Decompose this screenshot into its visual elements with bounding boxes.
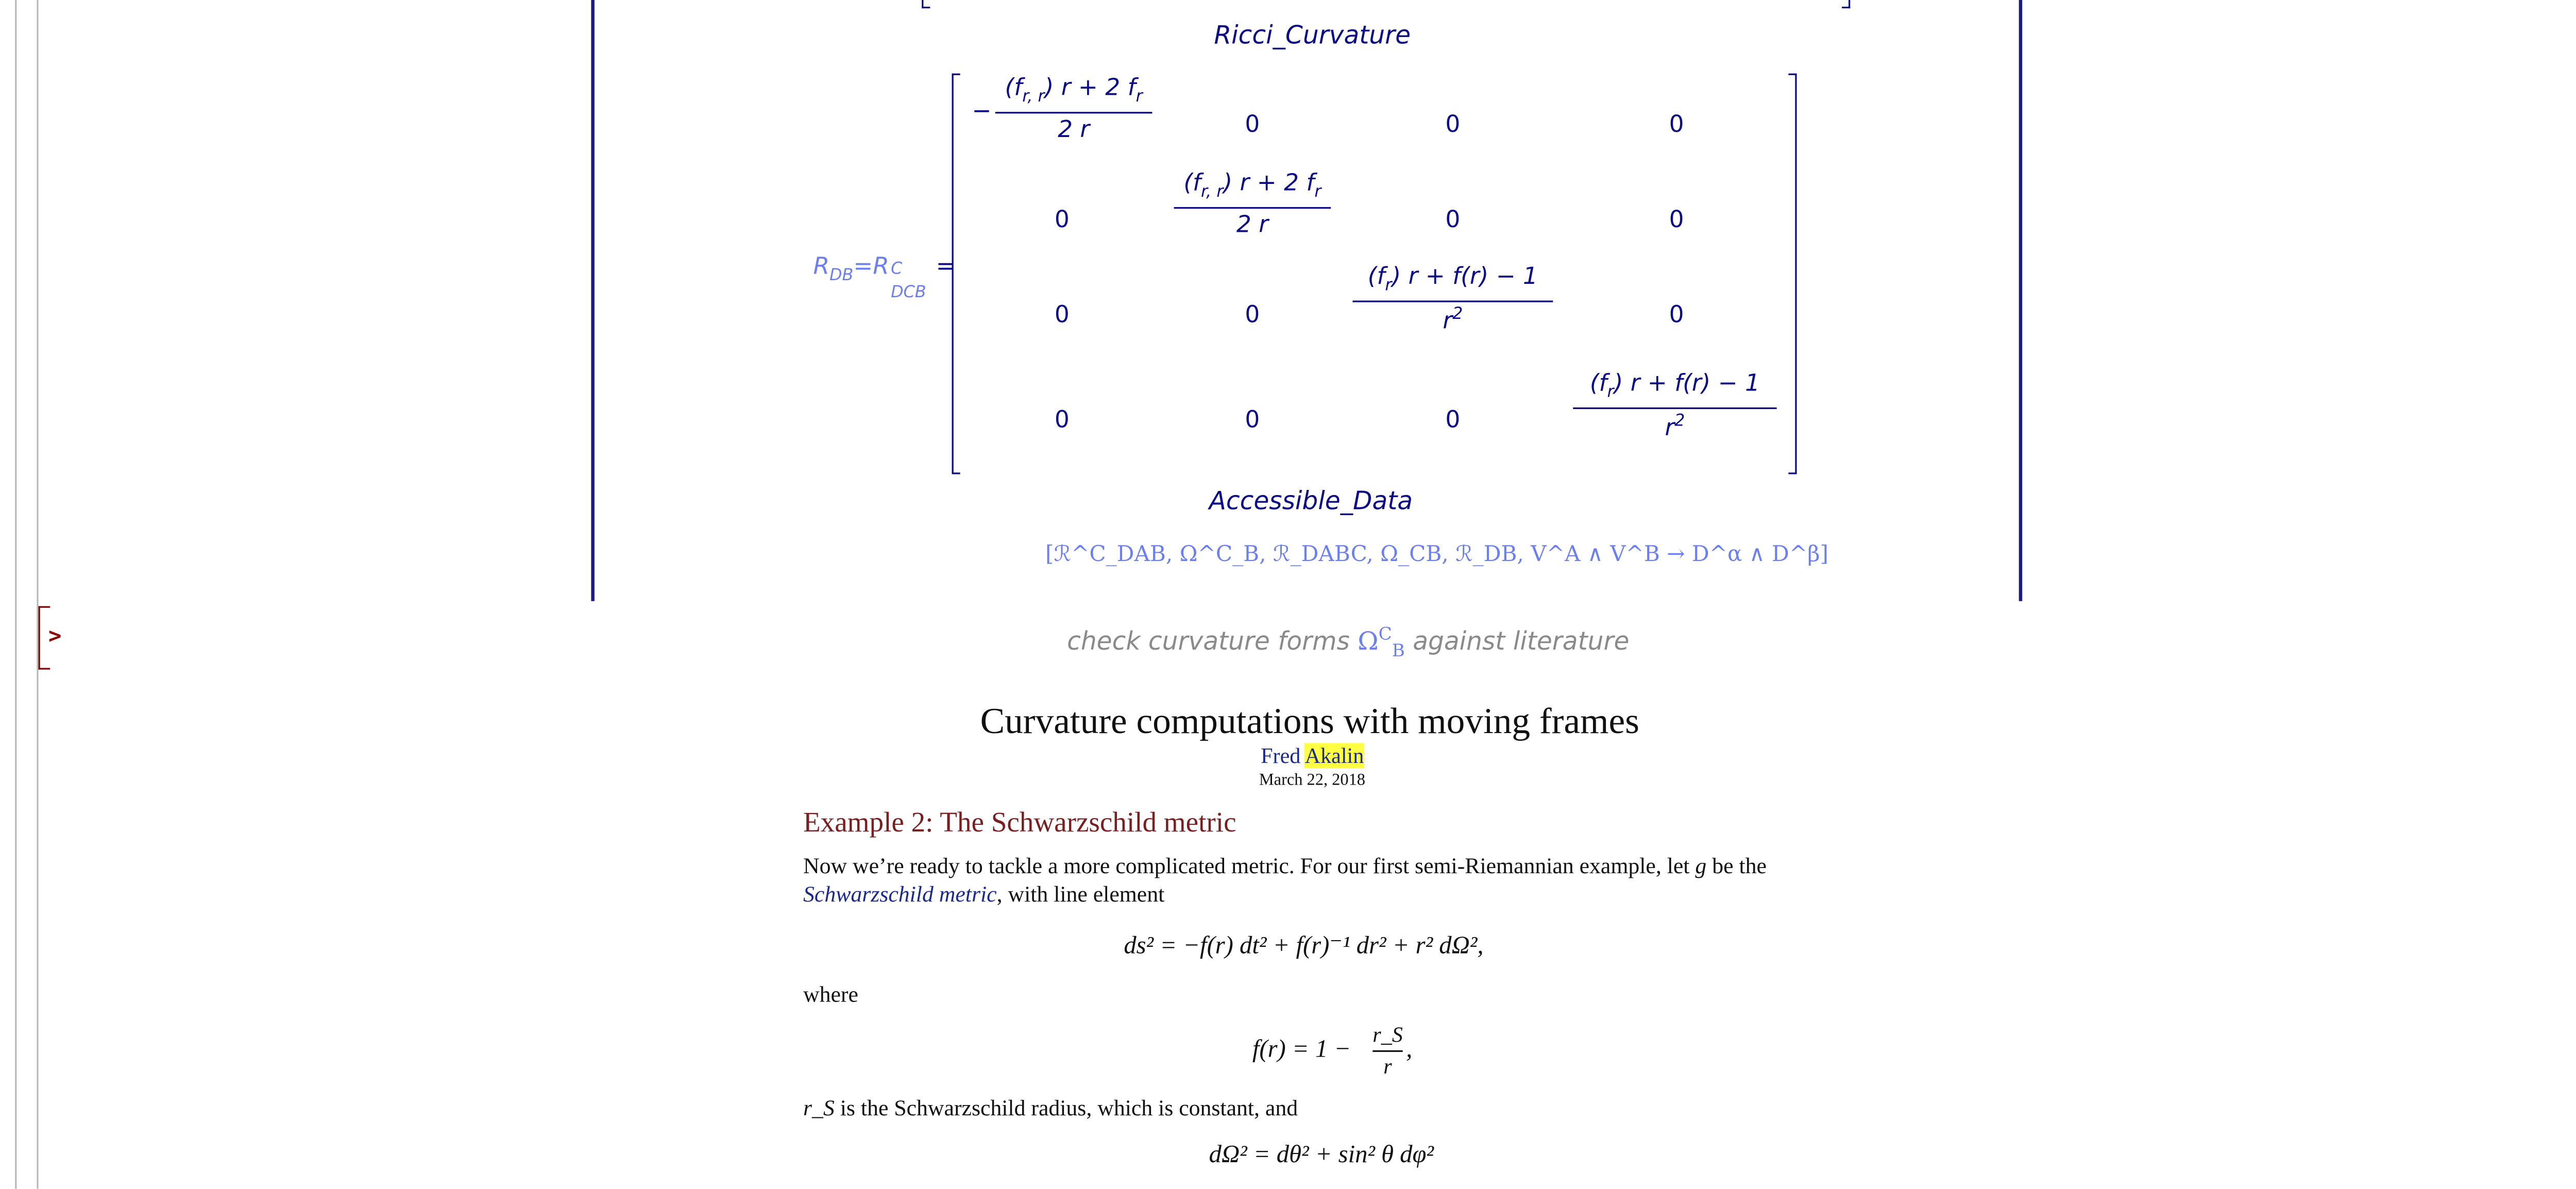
matrix-r4-c1: 0 (1054, 407, 1070, 434)
input-comment[interactable]: check curvature forms $\Omega^C_B$ against literature (1067, 624, 1630, 661)
where-text: where (803, 981, 858, 1007)
paragraph-1-line-2: Schwarzschild metric, with line element (803, 881, 1165, 907)
previous-matrix-bracket-left (922, 0, 930, 8)
matrix-r3-c3: $(f_r) r + f(r) - 1$ $r^2$ (1352, 264, 1556, 351)
matrix-r1-c3: 0 (1445, 112, 1461, 139)
matrix-r1-c4: 0 (1669, 112, 1684, 139)
ricci-matrix-bracket-right (1788, 74, 1797, 474)
matrix-r3-c4: 0 (1669, 302, 1684, 329)
matrix-r2-c2: $(f_{r, r}) r + 2$ $f_r$ 2 r (1174, 171, 1334, 251)
matrix-r3-c1: 0 (1054, 302, 1070, 329)
schwarzschild-metric-link[interactable]: Schwarzschild metric (803, 881, 997, 907)
ricci-matrix-bracket-left (952, 74, 960, 474)
matrix-r3-c2: 0 (1245, 302, 1260, 329)
ricci-curvature-title: Ricci_Curvature (1214, 20, 1411, 50)
previous-matrix-bracket-right (1842, 0, 1850, 8)
section-heading: Example 2: The Schwarzschild metric (803, 806, 1236, 839)
output-region-right-rule (2019, 0, 2022, 601)
accessible-data-list: [ℛ^C_DAB, Ω^C_B, ℛ_DABC, Ω_CB, ℛ_DB, V^A ∧ V^B → D^α ∧ D^β] (1045, 542, 1828, 568)
document-date: March 22, 2018 (1259, 771, 1366, 790)
matrix-r4-c2: 0 (1245, 407, 1260, 434)
paragraph-2: r_S is the Schwarzschild radius, which is constant, and (803, 1095, 1298, 1120)
paragraph-1-line-1: Now we’re ready to tackle a more complicated metric. For our first semi-Riemannian example, let g be the (803, 853, 1767, 878)
matrix-r2-c1: 0 (1054, 207, 1070, 234)
document-title: Curvature computations with moving frames (980, 700, 1639, 742)
author-last-name-highlight: Akalin (1304, 743, 1364, 768)
ricci-lhs-label: $R_{DB}=R$ C DCB = (813, 253, 956, 302)
matrix-r1-c1: − $(f_{r, r}) r + 2$ $f_r$ 2 r (972, 75, 1156, 156)
equation-line-element: ds² = −f(r) dt² + f(r)⁻¹ dr² + r² dΩ², (1124, 933, 1484, 960)
matrix-r2-c3: 0 (1445, 207, 1461, 234)
matrix-r1-c2: 0 (1245, 112, 1260, 139)
accessible-data-title: Accessible_Data (1209, 486, 1413, 516)
matrix-r2-c4: 0 (1669, 207, 1684, 234)
document-author: Fred Akalin (1261, 743, 1364, 768)
equation-solid-angle: dΩ² = dθ² + sin² θ dφ² (1209, 1142, 1434, 1169)
matrix-r4-c3: 0 (1445, 407, 1461, 434)
matrix-r4-c4: $(f_r) r + f(r) - 1$ $r^2$ (1573, 371, 1780, 458)
equation-f-of-r: f(r) = 1 − r_S r , (1252, 1022, 1413, 1079)
output-region-left-rule (591, 0, 594, 601)
input-prompt[interactable]: > (48, 624, 62, 650)
